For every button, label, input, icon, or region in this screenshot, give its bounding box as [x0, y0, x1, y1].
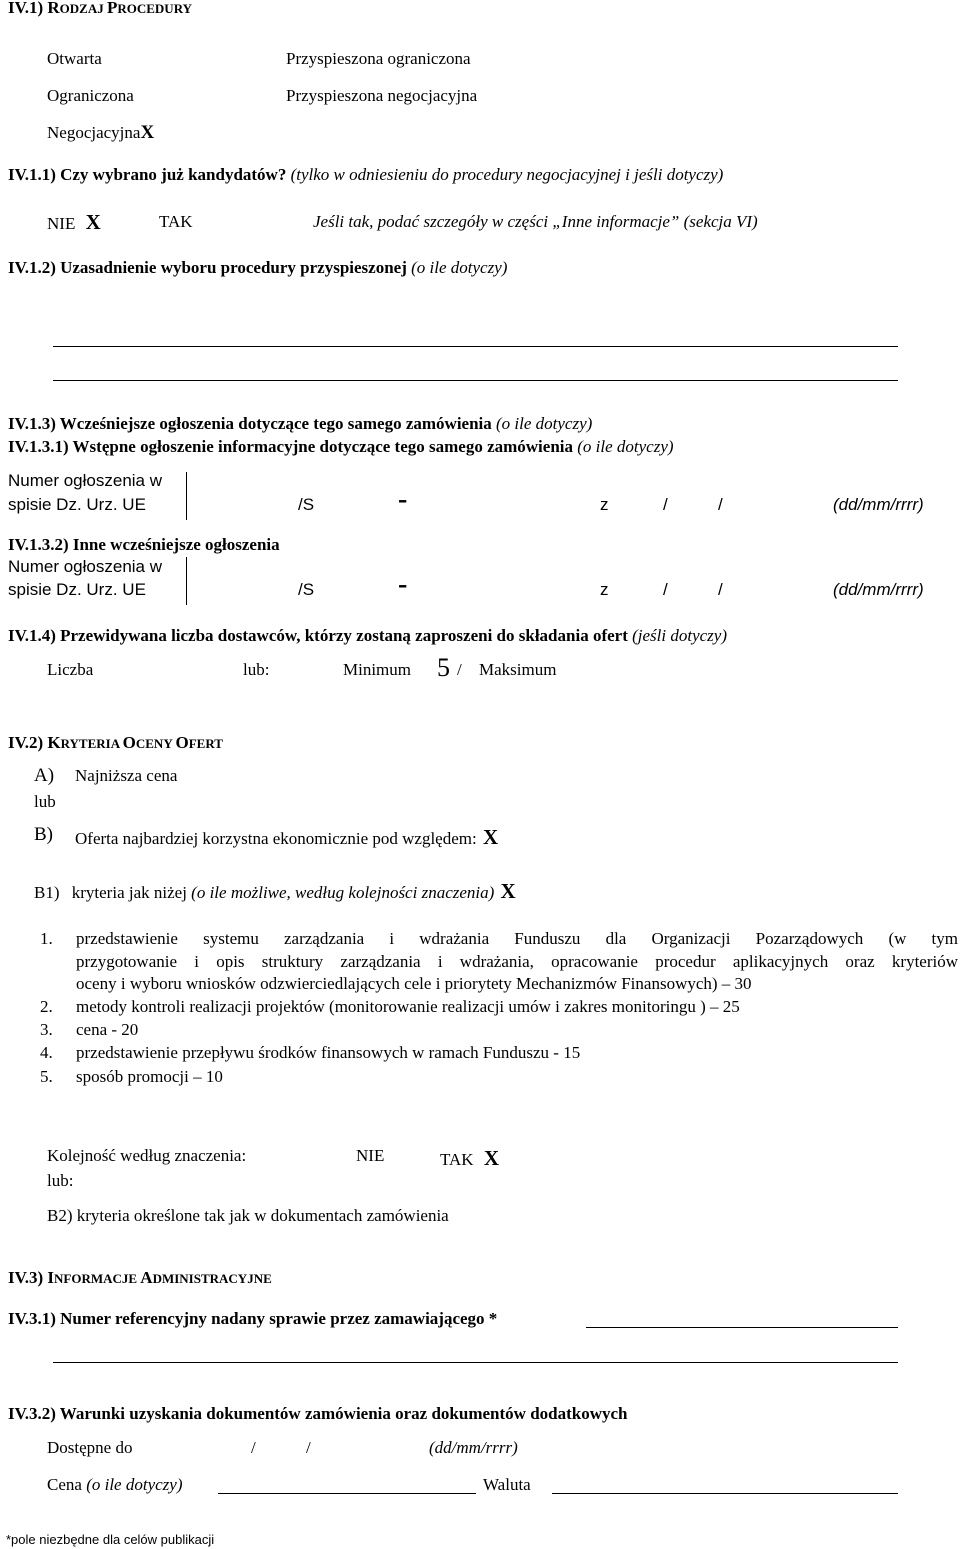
notice-number-label: Numer ogłoszenia w — [8, 557, 163, 576]
title-note: (o ile dotyczy) — [573, 437, 674, 456]
maksimum-label: Maksimum — [479, 660, 557, 679]
criterion-a-letter: A) — [34, 765, 55, 786]
criterion-b-text — [75, 825, 498, 850]
section-number: IV.3) — [8, 1268, 48, 1287]
title-text: IV.1.3) Wcześniejsze ogłoszenia dotyczące tego samego zamówienia — [8, 414, 492, 433]
number-dash: - — [398, 484, 408, 515]
section-number: IV.1) — [8, 0, 48, 17]
section-iv31-title: IV.3.1) Numer referencyjny nadany sprawie przez zamawiającego * — [8, 1309, 498, 1328]
heading-part: ROCEDURY — [117, 1, 193, 16]
date-slash: / — [306, 1438, 311, 1457]
date-z-label: z — [600, 580, 609, 599]
criterion-a-text: Najniższa cena — [75, 766, 178, 785]
title-text: IV.1.4) Przewidywana liczba dostawców, którzy zostaną zaproszeni do składania ofert — [8, 626, 628, 645]
criteria-item-text: metody kontroli realizacji projektów (monitorowanie realizacji umów i zakres monitoringu ) – 25 — [76, 997, 740, 1016]
title-note: (jeśli dotyczy) — [627, 626, 727, 645]
section-iv12-title — [8, 258, 507, 278]
criteria-item-number: 5. — [40, 1067, 53, 1086]
heading-part: A — [140, 1268, 153, 1287]
selected-mark: X — [85, 210, 101, 234]
criteria-item-number: 4. — [40, 1043, 53, 1062]
currency-label: Waluta — [483, 1475, 531, 1494]
currency-line — [552, 1493, 898, 1494]
date-format: (dd/mm/rrrr) — [429, 1438, 518, 1457]
section-iv13-title — [8, 414, 592, 434]
reference-number-line — [586, 1327, 898, 1328]
order-tak-label: TAK — [440, 1150, 474, 1169]
selected-mark: X — [500, 879, 516, 903]
title-note: (tylko w odniesieniu do procedury negocjacyjnej i jeśli dotyczy) — [286, 165, 724, 184]
section-heading-iv2 — [8, 733, 223, 753]
heading-part: O — [175, 733, 189, 752]
lub-text: lub — [34, 792, 56, 811]
selected-mark: X — [482, 825, 499, 849]
date-slash: / — [663, 580, 668, 599]
section-iv14-title — [8, 626, 727, 646]
title-text: IV.1.2) Uzasadnienie wyboru procedury przyspieszonej — [8, 258, 407, 277]
notice-number-label-2: spisie Dz. Urz. UE — [8, 495, 146, 514]
criteria-item-text: oceny i wyboru wniosków odzwierciedlających cele i priorytety Mechanizmów Finansowych) – 30 — [76, 974, 752, 993]
liczba-label: Liczba — [47, 660, 94, 679]
minimum-label: Minimum — [343, 660, 412, 679]
date-slash: / — [251, 1438, 256, 1457]
number-dash: - — [398, 569, 408, 600]
order-tak — [440, 1146, 499, 1171]
price-label-text: Cena — [47, 1475, 82, 1494]
criterion-b1-note: (o ile możliwe, według kolejności znaczenia) — [186, 883, 495, 902]
date-format: (dd/mm/rrrr) — [833, 580, 924, 599]
answer-tak: TAK — [159, 212, 193, 231]
footer-note: *pole niezbędne dla celów publikacji — [6, 1532, 215, 1547]
date-slash: / — [718, 580, 723, 599]
criterion-b-letter: B) — [34, 824, 53, 845]
blank-line — [53, 1362, 898, 1363]
answer-nie — [47, 210, 101, 235]
lub-label: lub: — [243, 660, 270, 679]
heading-part: P — [106, 0, 118, 17]
date-format: (dd/mm/rrrr) — [833, 495, 924, 514]
series-s-label: /S — [298, 580, 315, 599]
criteria-item-text: cena - 20 — [76, 1020, 139, 1039]
date-slash: / — [663, 495, 668, 514]
criterion-b1-letter: B1) — [34, 883, 60, 902]
minimum-value: 5 — [437, 653, 450, 682]
criteria-item-number: 2. — [40, 997, 53, 1016]
title-note: (o ile dotyczy) — [406, 258, 508, 277]
section-heading-iv3 — [8, 1268, 272, 1288]
section-iv11-title — [8, 165, 723, 185]
option-otwarta: Otwarta — [47, 49, 102, 68]
criterion-b2-text: B2) kryteria określone tak jak w dokumentach zamówienia — [47, 1206, 449, 1225]
available-until-label: Dostępne do — [47, 1438, 133, 1457]
answer-label: NIE — [47, 214, 76, 233]
option-przyspieszona-negocjacyjna: Przyspieszona negocjacyjna — [286, 86, 478, 105]
price-label — [47, 1475, 182, 1495]
section-number: IV.2) — [8, 733, 48, 752]
option-ograniczona: Ograniczona — [47, 86, 134, 105]
heading-part: DMINISTRACYJNE — [152, 1271, 272, 1286]
option-negocjacyjna — [47, 122, 154, 145]
criterion-b-label: Oferta najbardziej korzystna ekonomicznie pod względem: — [75, 829, 477, 848]
section-iv131-title — [8, 437, 674, 457]
criteria-item-text: przedstawienie przepływu środków finansowych w ramach Funduszu - 15 — [76, 1043, 581, 1062]
price-line — [218, 1493, 476, 1494]
criterion-b1 — [34, 879, 516, 904]
order-label: Kolejność według znaczenia: — [47, 1146, 247, 1165]
heading-part: I — [47, 1268, 54, 1287]
series-s-label: /S — [298, 495, 315, 514]
heading-part: R — [47, 0, 60, 17]
title-text: IV.1.1) Czy wybrano już kandydatów? — [8, 165, 287, 184]
title-note: (o ile dotyczy) — [491, 414, 593, 433]
date-z-label: z — [600, 495, 609, 514]
heading-part: FERT — [188, 736, 223, 751]
order-nie: NIE — [356, 1146, 385, 1165]
heading-part: O — [122, 733, 136, 752]
criteria-item-text: sposób promocji – 10 — [76, 1067, 223, 1086]
section-iv132-title: IV.1.3.2) Inne wcześniejsze ogłoszenia — [8, 535, 280, 554]
heading-part: NFORMACJE — [54, 1271, 141, 1286]
section-heading-iv1 — [8, 0, 192, 18]
heading-part: K — [47, 733, 61, 752]
title-text: IV.1.3.1) Wstępne ogłoszenie informacyjne dotyczące tego samego zamówienia — [8, 437, 573, 456]
criteria-item-number: 1. — [40, 929, 53, 948]
lub-text: lub: — [47, 1171, 74, 1190]
field-divider — [186, 472, 187, 520]
min-max-slash: / — [457, 660, 462, 679]
section-iv32-title: IV.3.2) Warunki uzyskania dokumentów zamówienia oraz dokumentów dodatkowych — [8, 1404, 628, 1423]
option-label: Negocjacyjna — [47, 123, 141, 142]
if-yes-note: Jeśli tak, podać szczegóły w części „Inne informacje” (sekcja VI) — [313, 212, 758, 231]
price-label-note: (o ile dotyczy) — [81, 1475, 183, 1494]
heading-part: RYTERIA — [60, 736, 123, 751]
criteria-item-text: przedstawienie systemu zarządzania i wdrażania Funduszu dla Organizacji Pozarządowych (w tym — [76, 929, 958, 948]
blank-line — [53, 346, 898, 347]
criteria-item-number: 3. — [40, 1020, 53, 1039]
date-slash: / — [718, 495, 723, 514]
notice-number-label-2: spisie Dz. Urz. UE — [8, 580, 146, 599]
heading-part: CENY — [135, 736, 176, 751]
blank-line — [53, 380, 898, 381]
option-przyspieszona-ograniczona: Przyspieszona ograniczona — [286, 49, 471, 68]
field-divider — [186, 557, 187, 605]
selected-mark: X — [483, 1146, 499, 1170]
notice-number-label: Numer ogłoszenia w — [8, 471, 163, 490]
criterion-b1-label: kryteria jak niżej — [71, 883, 187, 902]
selected-mark: X — [140, 122, 155, 143]
heading-part: ODZAJ — [59, 1, 107, 16]
criteria-item-text: przygotowanie i opis struktury zarządzania i wdrażania, opracowanie procedur aplikacyjnych oraz kryteriów — [76, 952, 958, 971]
